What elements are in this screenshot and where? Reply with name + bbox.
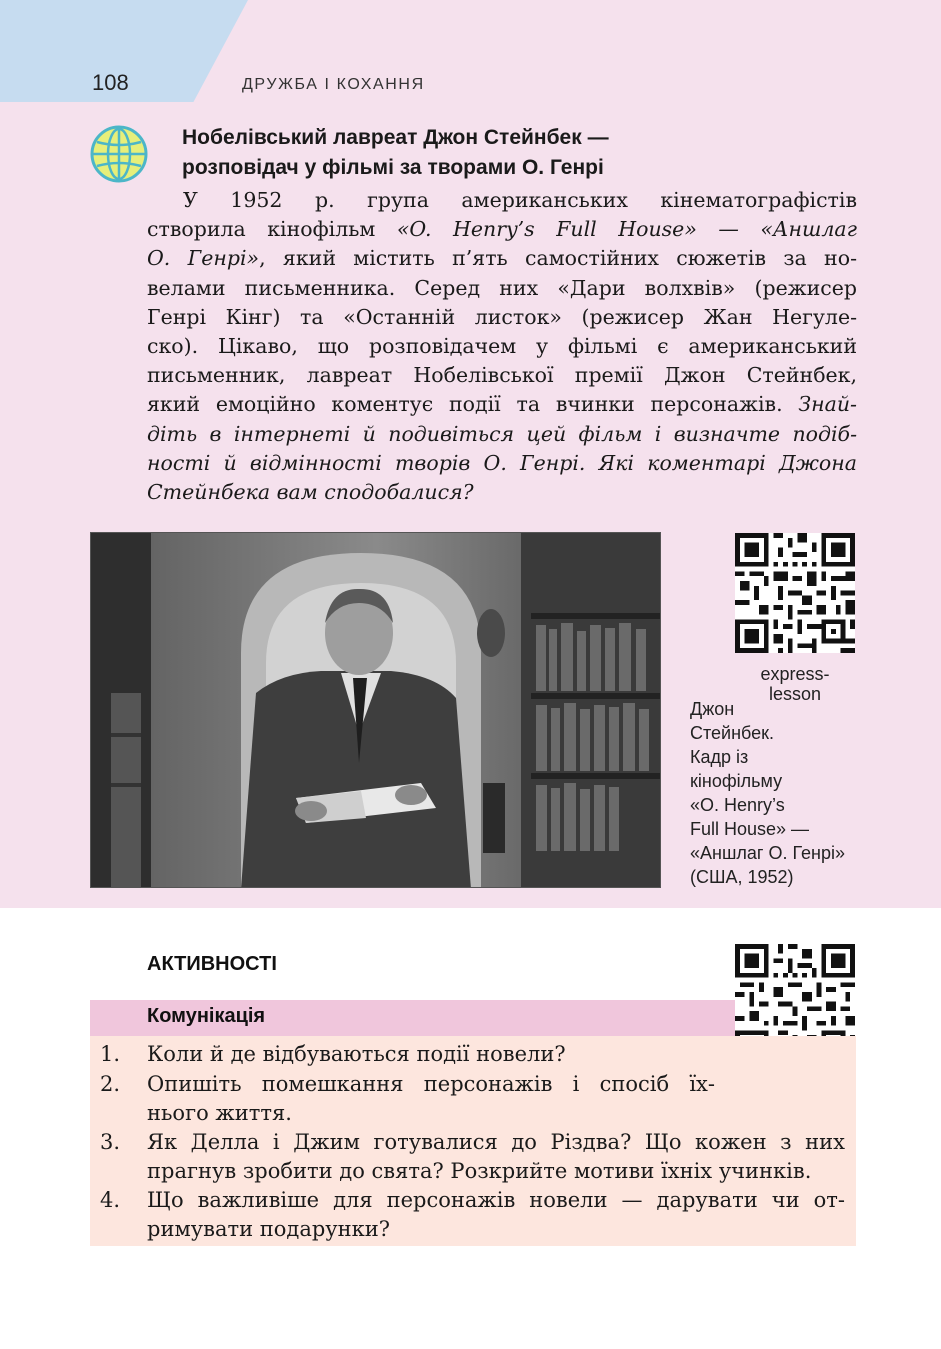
- photo-caption: [690, 697, 870, 889]
- question-line: Коли й де відбуваються події новели?: [147, 1042, 566, 1066]
- page-number: 108: [92, 70, 129, 95]
- qr-caption-line: lesson: [768, 684, 822, 704]
- caption-line: Джон: [690, 699, 735, 719]
- caption-line: «O. Henry’s: [690, 795, 785, 815]
- question-number: 1.: [100, 1042, 121, 1066]
- paragraph-line: який емоційно коментує події та вчинки персонажів. Знай-: [147, 392, 857, 417]
- paragraph-line: ності й відмінності творів О. Генрі. Які коментарі Джона: [147, 450, 857, 475]
- question-line: римувати подарунки?: [147, 1217, 391, 1241]
- title-line: Нобелівський лавреат Джон Стейнбек —: [182, 126, 609, 149]
- title-line: розповідач у фільмі за творами О. Генрі: [182, 156, 604, 179]
- paragraph-line: ско). Цікаво, що розповідачем у фільмі є американський: [147, 334, 857, 359]
- qr-caption-line: express-: [760, 664, 830, 684]
- film-still-photo: [90, 532, 661, 888]
- chapter-title: ДРУЖБА І КОХАННЯ: [242, 76, 425, 93]
- question-number: 3.: [100, 1130, 121, 1154]
- caption-line: кінофільму: [690, 771, 783, 791]
- info-box-paragraph: [147, 186, 857, 507]
- paragraph-line: створила кінофільм «O. Henry’s Full House» — «Аншлаг: [147, 217, 858, 242]
- question-line: Як Делла і Джим готувалися до Різдва? Що кожен з них: [147, 1130, 845, 1154]
- caption-line: «Аншлаг О. Генрі»: [690, 843, 845, 863]
- globe-icon: [90, 125, 148, 183]
- caption-line: Кадр із: [690, 747, 749, 767]
- paragraph-line: Генрі Кінг) та «Останній листок» (режисер Жан Негуле-: [147, 304, 857, 329]
- caption-line: Стейнбек.: [690, 723, 775, 743]
- question-line: прагнув зробити до свята? Розкрийте мотиви їхніх учинків.: [147, 1159, 812, 1183]
- paragraph-line: О. Генрі», який містить п’ять самостійних сюжетів за но-: [147, 246, 857, 271]
- caption-line: (США, 1952): [690, 867, 794, 887]
- question-text: [147, 1128, 845, 1186]
- activities-heading: АКТИВНОСТІ: [147, 953, 277, 975]
- caption-line: Full House» —: [690, 819, 810, 839]
- question-text: [147, 1040, 727, 1069]
- paragraph-line: письменник, лавреат Нобелівської премії Джон Стейнбек,: [147, 363, 857, 388]
- paragraph-line: У 1952 р. група американських кінематографістів: [183, 188, 857, 212]
- paragraph-line: велами письменника. Серед них «Дари волхвів» (режисер: [147, 275, 857, 300]
- question-text: [147, 1186, 845, 1244]
- paragraph-line: Стейнбека вам сподобалися?: [147, 480, 474, 505]
- info-box-title: [182, 123, 702, 183]
- question-line: Що важливіше для персонажів новели — дарувати чи от-: [147, 1188, 845, 1212]
- paragraph-line: діть в інтернеті й подивіться цей фільм і визначте подіб-: [147, 421, 857, 446]
- question-line: нього життя.: [147, 1101, 292, 1125]
- communication-label: Комунікація: [147, 1005, 266, 1027]
- question-number: 4.: [100, 1188, 121, 1212]
- qr-code-express-lesson[interactable]: [735, 533, 855, 653]
- question-number: 2.: [100, 1072, 121, 1096]
- question-line: Опишіть помешкання персонажів і спосіб їх-: [147, 1072, 715, 1096]
- question-text: [147, 1070, 715, 1128]
